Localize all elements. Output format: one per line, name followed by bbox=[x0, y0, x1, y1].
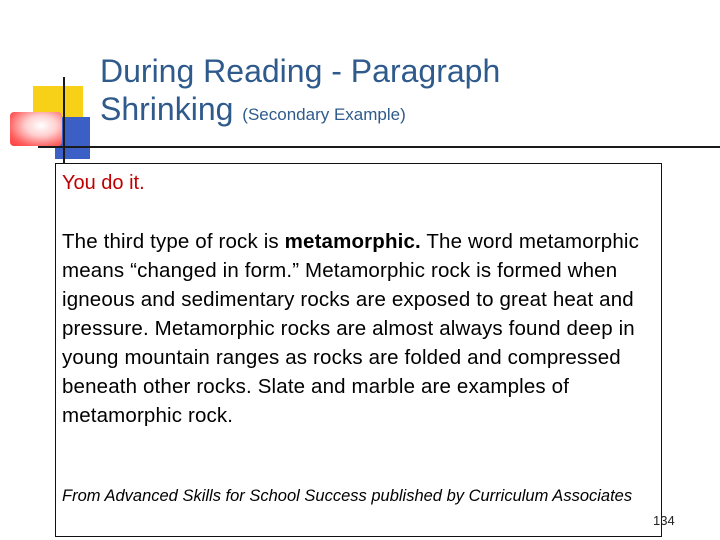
page-number: 134 bbox=[653, 513, 675, 528]
paragraph-rest: The word metamorphic means “changed in form.” Metamorphic rock is formed when igneous and sedimentary rocks are exposed to great heat and pressure. Metamorphic rocks are almost always found deep in young mountain ranges as rocks are folded and compressed beneath other rocks. Slate and marble are examples of metamorphic rock. bbox=[62, 230, 640, 427]
title-line-2: Shrinking bbox=[100, 91, 234, 127]
slide-title bbox=[100, 52, 500, 134]
body-paragraph bbox=[62, 227, 658, 430]
horizontal-divider-line bbox=[38, 146, 720, 148]
paragraph-bold-term: metamorphic. bbox=[284, 230, 421, 253]
red-square-decoration bbox=[10, 112, 62, 146]
paragraph-lead: The third type of rock is bbox=[62, 230, 285, 253]
title-subtitle: (Secondary Example) bbox=[242, 105, 406, 124]
source-citation: From Advanced Skills for School Success published by Curriculum Associates bbox=[62, 487, 633, 505]
title-line-1: During Reading - Paragraph bbox=[100, 53, 501, 89]
vertical-divider-line bbox=[63, 77, 65, 177]
prompt-text: You do it. bbox=[62, 172, 145, 194]
